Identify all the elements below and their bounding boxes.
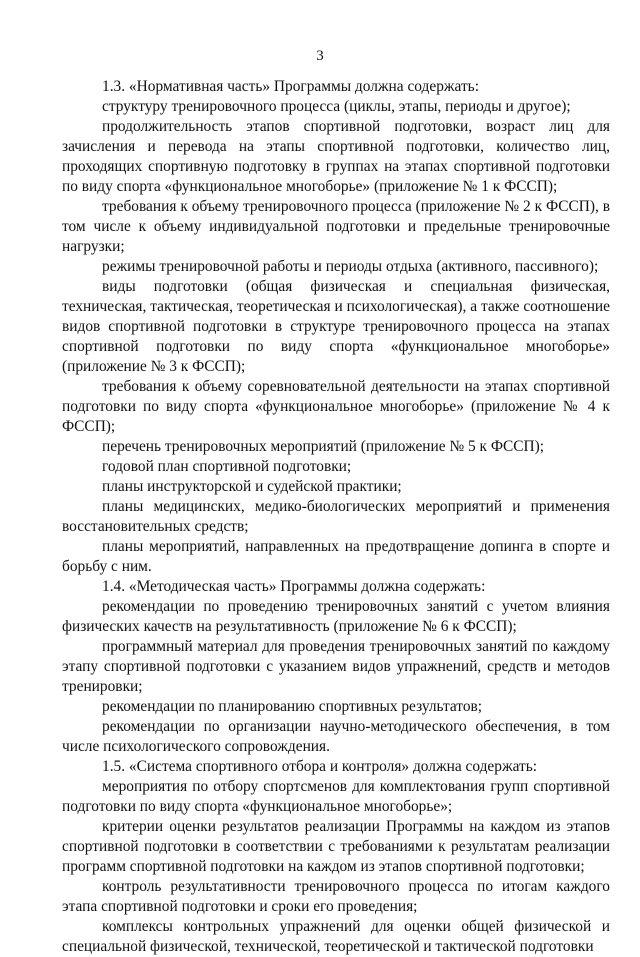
list-item: планы инструкторской и судейской практики;	[102, 478, 402, 495]
heading-methodical-part: 1.4. «Методическая часть» Программы должна содержать:	[102, 578, 486, 595]
list-item: рекомендации по организации научно-методического обеспечения, в том числе психологического сопровождения.	[62, 718, 610, 755]
list-item: требования к объему соревновательной деятельности на этапах спортивной подготовки по виду спорта «функциональное многоборье» (приложение № 4 к ФССП);	[62, 378, 610, 435]
heading-selection-control-system: 1.5. «Система спортивного отбора и контроля» должна содержать:	[102, 758, 538, 775]
list-item: критерии оценки результатов реализации Программы на каждом из этапов спортивной подготовки в соответствии с требованиями к результатам реализации программ спортивной подготовки на каждом из этапов спортивной подготовки;	[62, 818, 610, 875]
page-number: 3	[316, 48, 324, 64]
list-item: структуру тренировочного процесса (циклы, этапы, периоды и другое);	[102, 98, 571, 115]
list-item: требования к объему тренировочного процесса (приложение № 2 к ФССП), в том числе к объему индивидуальной подготовки и предельные тренировочные нагрузки;	[62, 198, 610, 255]
list-item: рекомендации по планированию спортивных результатов;	[102, 698, 483, 715]
document-body	[62, 77, 610, 957]
list-item: комплексы контрольных упражнений для оценки общей физической и специальной физической, технической, теоретической и тактической подготовки	[62, 918, 610, 955]
list-item: контроль результативности тренировочного процесса по итогам каждого этапа спортивной подготовки и сроки его проведения;	[62, 878, 610, 915]
list-item: рекомендации по проведению тренировочных занятий с учетом влияния физических качеств на результативность (приложение № 6 к ФССП);	[62, 598, 610, 635]
list-item: виды подготовки (общая физическая и специальная физическая, техническая, тактическая, теоретическая и психологическая), а также соотношение видов спортивной подготовки в структуре тренировочного процесса на этапах спортивной подготовки по виду спорта «функциональное многоборье» (приложение № 3 к ФССП);	[62, 278, 610, 375]
list-item: планы мероприятий, направленных на предотвращение допинга в спорте и борьбу с ним.	[62, 538, 610, 575]
list-item: мероприятия по отбору спортсменов для комплектования групп спортивной подготовки по виду спорта «функциональное многоборье»;	[62, 778, 610, 815]
list-item: годовой план спортивной подготовки;	[102, 458, 352, 475]
list-item: программный материал для проведения тренировочных занятий по каждому этапу спортивной подготовки с указанием видов упражнений, средств и методов тренировки;	[62, 638, 610, 695]
list-item: режимы тренировочной работы и периоды отдыха (активного, пассивного);	[102, 258, 599, 275]
list-item: продолжительность этапов спортивной подготовки, возраст лиц для зачисления и перевода на этапы спортивной подготовки, количество лиц, проходящих спортивную подготовку в группах на этапах спортивной подготовки по виду спорта «функциональное многоборье» (приложение № 1 к ФССП);	[62, 118, 610, 195]
heading-normative-part: 1.3. «Нормативная часть» Программы должна содержать:	[102, 78, 479, 95]
list-item: планы медицинских, медико-биологических мероприятий и применения восстановительных средств;	[62, 498, 610, 535]
list-item: перечень тренировочных мероприятий (приложение № 5 к ФССП);	[102, 438, 545, 455]
